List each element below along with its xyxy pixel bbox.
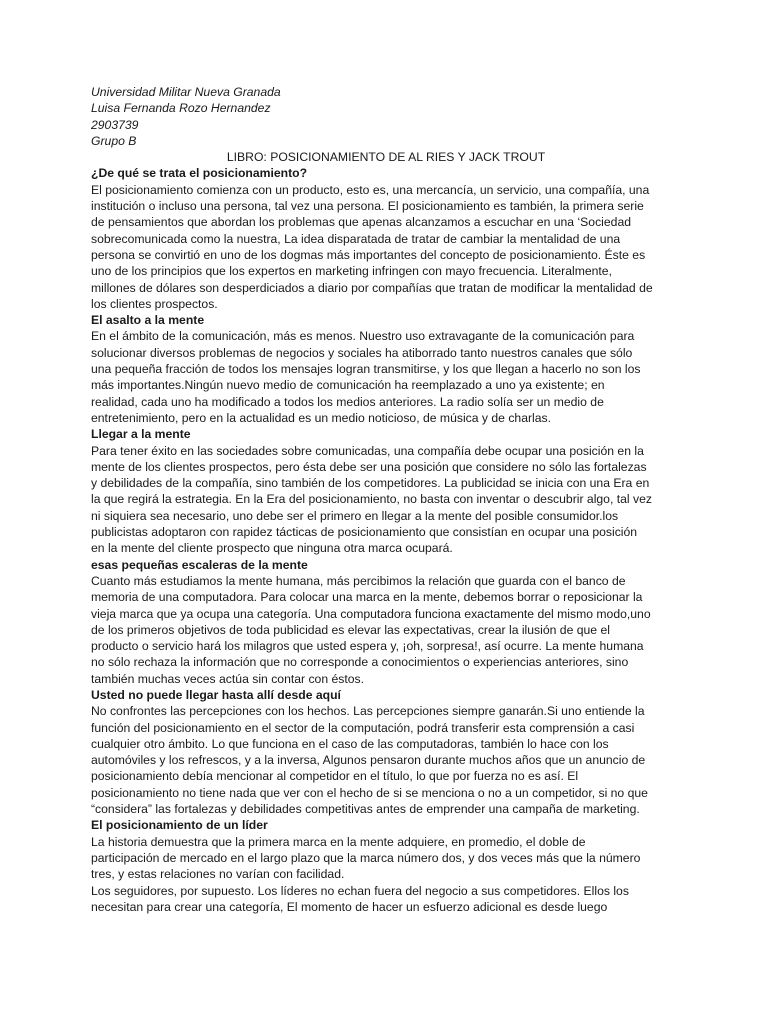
student-code: 2903739	[91, 117, 139, 132]
university-name: Universidad Militar Nueva Granada	[91, 85, 281, 99]
section-paragraph: Cuanto más estudiamos la mente humana, más percibimos la relación que guarda con el banco de memoria de una computadora. Para colocar una marca en la mente, debemos borrar o reposicionar la vieja marca que ya ocupa una categoría. Una computadora funciona exactamente del mismo modo,uno de los primeros objetivos de toda publicidad es elevar las expectativas, crear la ilusión de que el producto o servicio hará los milagros que usted espera y, ¡oh, sorpresa!, así ocurre. La mente humana no sólo rechaza la información que no corresponde a conocimientos o experiencias anteriores, sino también muchas veces actúa sin contar con éstos.	[91, 573, 651, 686]
section-paragraph: En el ámbito de la comunicación, más es menos. Nuestro uso extravagante de la comunicación para solucionar diversos problemas de negocios y sociales ha atiborrado tanto nuestros canales que sólo una pequeña fracción de todos los mensajes logran transmitirse, y los que llegan a hacerlo no son los más importantes.Ningún nuevo medio de comunicación ha reemplazado a uno ya existente; en realidad, cada uno ha modificado a todos los medios anteriores. La radio solía ser un medio de entretenimiento, pero en la actualidad es un medio noticioso, de música y de charlas.	[91, 329, 641, 425]
group-label: Grupo B	[91, 133, 137, 148]
section-paragraph: Para tener éxito en las sociedades sobre comunicadas, una compañía debe ocupar una posición en la mente de los clientes prospectos, pero ésta debe ser una posición que considere no sólo las fortalezas y debilidades de la compañía, sino también de los competidores. La publicidad se inicia con una Era en la que regirá la estrategia. En la Era del posicionamiento, no basta con inventar o descubrir algo, tal vez ni siquiera sea necesario, uno debe ser el primero en llegar a la mente del posible consumidor.los publicistas adoptaron con rapidez tácticas de posicionamiento que consistían en ocupar una posición en la mente del cliente prospecto que ninguna otra marca ocupará.	[91, 443, 652, 556]
section-paragraph: No confrontes las percepciones con los hechos. Las percepciones siempre ganarán.Si uno entiende la función del posicionamiento en el sector de la computación, podrá transferir esta comprensión a casi cualquier otro ámbito. Lo que funciona en el caso de las computadoras, también lo hace con los automóviles y los refrescos, y a la inversa, Algunos pensaron durante muchos años que un anuncio de posicionamiento debía mencionar al competidor en el título, lo que por fuerza no es así. El posicionamiento no tiene nada que ver con el hecho de si se menciona o no a un competidor, si no que “considera” las fortalezas y debilidades competitivas antes de emprender una campaña de marketing.	[91, 704, 648, 817]
section-heading: ¿De qué se trata el posicionamiento?	[91, 166, 308, 181]
section-heading: El asalto a la mente	[91, 313, 205, 328]
section-heading: El posicionamiento de un líder	[91, 818, 268, 833]
student-name: Luisa Fernanda Rozo Hernandez	[91, 101, 271, 116]
document-title: LIBRO: POSICIONAMIENTO DE AL RIES Y JACK TROUT	[226, 150, 546, 165]
document-page	[91, 84, 653, 915]
section-paragraph: La historia demuestra que la primera marca en la mente adquiere, en promedio, el doble de participación de mercado en el largo plazo que la marca número dos, y dos veces más que la número tres, y estas relaciones no varían con facilidad.	[91, 834, 641, 882]
section-heading: esas pequeñas escaleras de la mente	[91, 557, 308, 572]
section-paragraph: Los seguidores, por supuesto. Los líderes no echan fuera del negocio a sus competidores. Ellos los necesitan para crear una categoría, El momento de hacer un esfuerzo adicional es desde luego	[91, 883, 629, 914]
section-heading: Usted no puede llegar hasta allí desde aquí	[91, 687, 341, 702]
section-heading: Llegar a la mente	[91, 427, 191, 442]
section-paragraph: El posicionamiento comienza con un producto, esto es, una mercancía, un servicio, una compañía, una institución o incluso una persona, tal vez una persona. El posicionamiento es también, la primera serie de pensamientos que abordan los problemas que apenas alcanzamos a escuchar en una ‘Sociedad sobrecomunicada como la nuestra, La idea disparatada de tratar de cambiar la mentalidad de una persona se convirtió en uno de los dogmas más importantes del concepto de posicionamiento. Éste es uno de los principios que los expertos en marketing infringen con mayo frecuencia. Literalmente, millones de dólares son desperdiciados a diario por compañías que tratan de modificar la mentalidad de los clientes prospectos.	[91, 182, 653, 311]
